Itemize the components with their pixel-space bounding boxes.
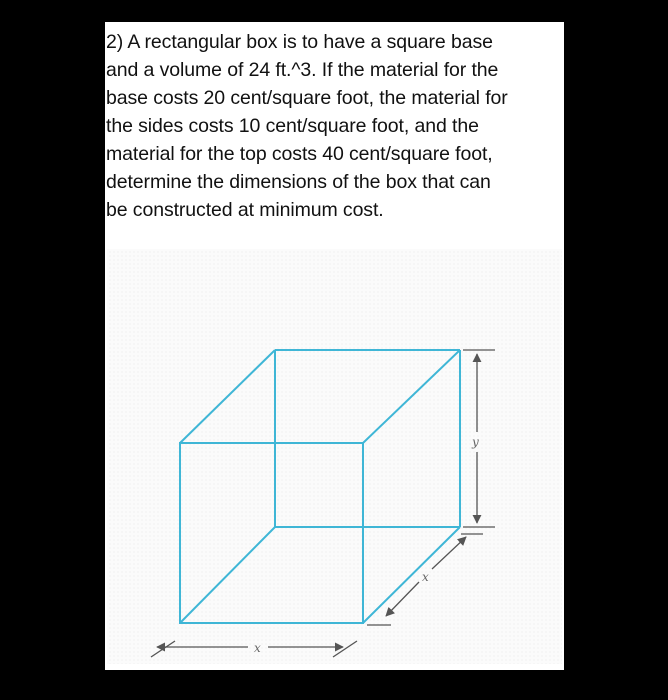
problem-line-6: determine the dimensions of the box that can [106, 171, 491, 193]
box-diagram-svg [105, 247, 564, 670]
problem-line-4: the sides costs 10 cent/square foot, and the [106, 115, 479, 137]
problem-page [105, 22, 564, 670]
width-label: x [254, 641, 261, 655]
height-label: y [472, 435, 479, 449]
problem-line-7: be constructed at minimum cost. [106, 199, 384, 221]
problem-statement [106, 28, 562, 224]
diagram-background [107, 249, 562, 664]
box-diagram [105, 247, 564, 670]
problem-line-3: base costs 20 cent/square foot, the material for [106, 87, 508, 109]
depth-label: x [422, 570, 429, 584]
problem-line-2: and a volume of 24 ft.^3. If the material for the [106, 59, 499, 81]
problem-line-1: 2) A rectangular box is to have a square base [106, 31, 493, 53]
problem-line-5: material for the top costs 40 cent/square foot, [106, 143, 493, 165]
